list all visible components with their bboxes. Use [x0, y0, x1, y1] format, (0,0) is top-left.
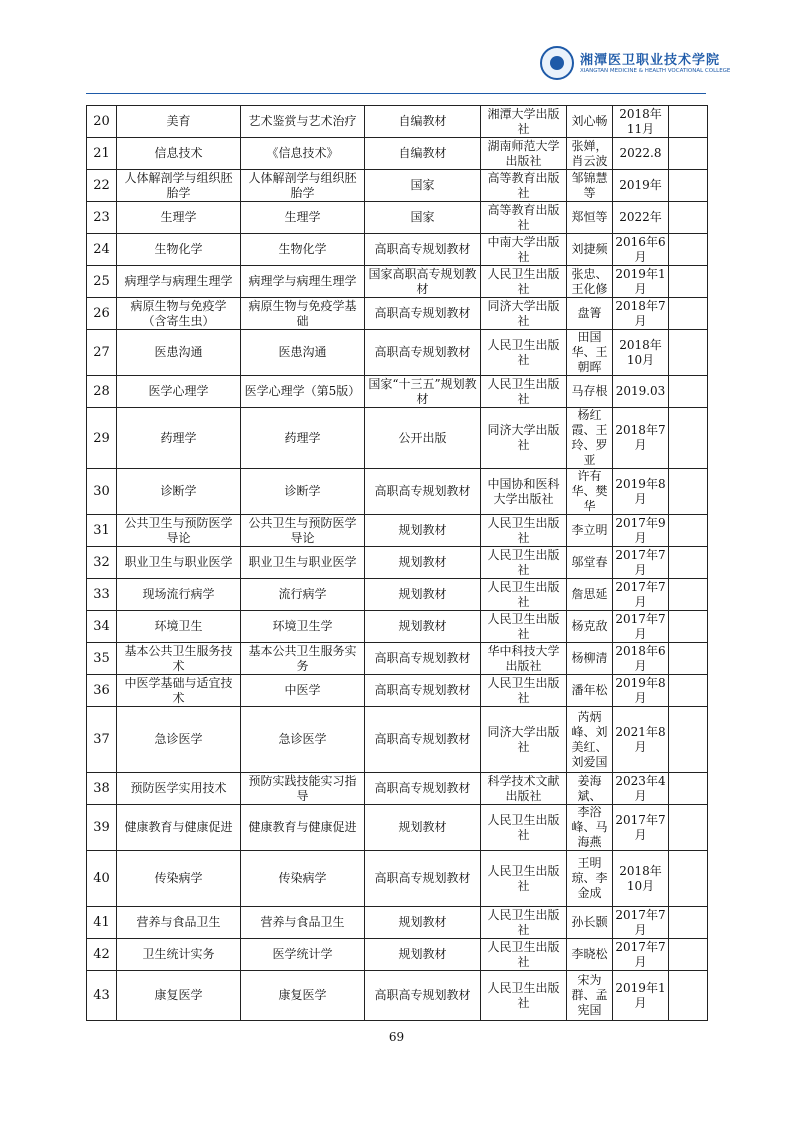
- cell-textbook: 艺术鉴赏与艺术治疗: [241, 106, 365, 138]
- cell-textbook: 病理学与病理生理学: [241, 266, 365, 298]
- textbook-table: [86, 105, 708, 1021]
- table-row: [87, 971, 708, 1021]
- cell-no: 22: [87, 170, 117, 202]
- school-name-en: XIANGTAN MEDICINE & HEALTH VOCATIONAL COLLEGE: [580, 68, 731, 74]
- cell-date: 2018年11月: [613, 106, 669, 138]
- cell-date: 2019年8月: [613, 675, 669, 707]
- cell-course: 生物化学: [117, 234, 241, 266]
- cell-course: 病理学与病理生理学: [117, 266, 241, 298]
- cell-publisher: 人民卫生出版社: [481, 971, 567, 1021]
- cell-course: 人体解剖学与组织胚胎学: [117, 170, 241, 202]
- cell-no: 27: [87, 330, 117, 376]
- table-row: [87, 611, 708, 643]
- cell-publisher: 中南大学出版社: [481, 234, 567, 266]
- cell-blank: [669, 138, 708, 170]
- cell-textbook: 公共卫生与预防医学导论: [241, 515, 365, 547]
- cell-textbook: 环境卫生学: [241, 611, 365, 643]
- cell-textbook: 《信息技术》: [241, 138, 365, 170]
- cell-date: 2018年6月: [613, 643, 669, 675]
- cell-publisher: 人民卫生出版社: [481, 939, 567, 971]
- cell-date: 2018年7月: [613, 408, 669, 469]
- cell-date: 2022年: [613, 202, 669, 234]
- cell-publisher: 华中科技大学出版社: [481, 643, 567, 675]
- table-row: [87, 138, 708, 170]
- cell-type: 规划教材: [365, 579, 481, 611]
- cell-type: 自编教材: [365, 138, 481, 170]
- table-row: [87, 106, 708, 138]
- cell-blank: [669, 707, 708, 773]
- cell-type: 高职高专规划教材: [365, 330, 481, 376]
- cell-publisher: 高等教育出版社: [481, 202, 567, 234]
- cell-course: 营养与食品卫生: [117, 907, 241, 939]
- cell-blank: [669, 547, 708, 579]
- cell-course: 康复医学: [117, 971, 241, 1021]
- cell-editor: 盘箐: [567, 298, 613, 330]
- cell-no: 37: [87, 707, 117, 773]
- cell-no: 26: [87, 298, 117, 330]
- cell-publisher: 同济大学出版社: [481, 298, 567, 330]
- cell-no: 29: [87, 408, 117, 469]
- cell-course: 美育: [117, 106, 241, 138]
- cell-type: 高职高专规划教材: [365, 971, 481, 1021]
- cell-publisher: 湘潭大学出版社: [481, 106, 567, 138]
- cell-textbook: 中医学: [241, 675, 365, 707]
- cell-editor: 李立明: [567, 515, 613, 547]
- table-row: [87, 675, 708, 707]
- cell-type: 高职高专规划教材: [365, 707, 481, 773]
- cell-course: 预防医学实用技术: [117, 773, 241, 805]
- cell-textbook: 急诊医学: [241, 707, 365, 773]
- cell-course: 诊断学: [117, 469, 241, 515]
- table-row: [87, 939, 708, 971]
- cell-course: 医患沟通: [117, 330, 241, 376]
- cell-publisher: 人民卫生出版社: [481, 907, 567, 939]
- cell-course: 健康教育与健康促进: [117, 805, 241, 851]
- cell-publisher: 同济大学出版社: [481, 707, 567, 773]
- cell-editor: 杨克敌: [567, 611, 613, 643]
- cell-type: 公开出版: [365, 408, 481, 469]
- cell-publisher: 人民卫生出版社: [481, 675, 567, 707]
- cell-no: 33: [87, 579, 117, 611]
- table-row: [87, 643, 708, 675]
- cell-no: 30: [87, 469, 117, 515]
- cell-textbook: 生物化学: [241, 234, 365, 266]
- cell-date: 2019年: [613, 170, 669, 202]
- cell-date: 2017年7月: [613, 579, 669, 611]
- cell-publisher: 人民卫生出版社: [481, 266, 567, 298]
- cell-course: 现场流行病学: [117, 579, 241, 611]
- cell-no: 28: [87, 376, 117, 408]
- cell-textbook: 诊断学: [241, 469, 365, 515]
- cell-textbook: 人体解剖学与组织胚胎学: [241, 170, 365, 202]
- cell-date: 2016年6月: [613, 234, 669, 266]
- cell-no: 25: [87, 266, 117, 298]
- table-row: [87, 170, 708, 202]
- cell-publisher: 人民卫生出版社: [481, 547, 567, 579]
- cell-date: 2021年8月: [613, 707, 669, 773]
- cell-no: 32: [87, 547, 117, 579]
- cell-blank: [669, 330, 708, 376]
- cell-blank: [669, 202, 708, 234]
- cell-no: 23: [87, 202, 117, 234]
- cell-blank: [669, 773, 708, 805]
- cell-publisher: 高等教育出版社: [481, 170, 567, 202]
- cell-blank: [669, 234, 708, 266]
- cell-type: 高职高专规划教材: [365, 851, 481, 907]
- cell-type: 高职高专规划教材: [365, 298, 481, 330]
- cell-date: 2017年7月: [613, 939, 669, 971]
- cell-type: 规划教材: [365, 907, 481, 939]
- cell-date: 2017年7月: [613, 805, 669, 851]
- cell-course: 急诊医学: [117, 707, 241, 773]
- cell-no: 31: [87, 515, 117, 547]
- cell-type: 高职高专规划教材: [365, 773, 481, 805]
- cell-publisher: 人民卫生出版社: [481, 515, 567, 547]
- cell-course: 医学心理学: [117, 376, 241, 408]
- cell-date: 2017年9月: [613, 515, 669, 547]
- cell-editor: 杨红霞、王玲、罗亚: [567, 408, 613, 469]
- cell-course: 信息技术: [117, 138, 241, 170]
- cell-date: 2019年1月: [613, 266, 669, 298]
- cell-publisher: 人民卫生出版社: [481, 376, 567, 408]
- cell-textbook: 药理学: [241, 408, 365, 469]
- cell-editor: 李晓松: [567, 939, 613, 971]
- cell-editor: 张忠、王化修: [567, 266, 613, 298]
- cell-publisher: 同济大学出版社: [481, 408, 567, 469]
- header-divider: [86, 93, 706, 94]
- cell-editor: 潘年松: [567, 675, 613, 707]
- cell-editor: 田国华、王朝晖: [567, 330, 613, 376]
- cell-course: 病原生物与免疫学（含寄生虫）: [117, 298, 241, 330]
- cell-editor: 詹思延: [567, 579, 613, 611]
- cell-blank: [669, 408, 708, 469]
- cell-editor: 杨柳清: [567, 643, 613, 675]
- cell-date: 2017年7月: [613, 611, 669, 643]
- cell-course: 药理学: [117, 408, 241, 469]
- cell-editor: 马存根: [567, 376, 613, 408]
- cell-course: 生理学: [117, 202, 241, 234]
- cell-no: 43: [87, 971, 117, 1021]
- page-number: 69: [388, 1030, 405, 1044]
- cell-type: 规划教材: [365, 939, 481, 971]
- cell-blank: [669, 851, 708, 907]
- table-row: [87, 515, 708, 547]
- cell-type: 国家: [365, 202, 481, 234]
- cell-course: 环境卫生: [117, 611, 241, 643]
- cell-type: 国家: [365, 170, 481, 202]
- cell-blank: [669, 266, 708, 298]
- cell-textbook: 康复医学: [241, 971, 365, 1021]
- cell-publisher: 湖南师范大学出版社: [481, 138, 567, 170]
- cell-editor: 芮炳峰、刘美红、刘爱国: [567, 707, 613, 773]
- cell-type: 高职高专规划教材: [365, 643, 481, 675]
- cell-type: 规划教材: [365, 547, 481, 579]
- cell-date: 2017年7月: [613, 907, 669, 939]
- school-logo-icon: [540, 46, 574, 80]
- table-row: [87, 547, 708, 579]
- cell-textbook: 传染病学: [241, 851, 365, 907]
- cell-course: 公共卫生与预防医学导论: [117, 515, 241, 547]
- cell-course: 卫生统计实务: [117, 939, 241, 971]
- table-row: [87, 376, 708, 408]
- cell-publisher: 人民卫生出版社: [481, 330, 567, 376]
- cell-blank: [669, 376, 708, 408]
- cell-editor: 许有华、樊华: [567, 469, 613, 515]
- cell-textbook: 流行病学: [241, 579, 365, 611]
- cell-publisher: 人民卫生出版社: [481, 611, 567, 643]
- cell-editor: 姜海斌、: [567, 773, 613, 805]
- table-row: [87, 202, 708, 234]
- cell-textbook: 医学统计学: [241, 939, 365, 971]
- cell-blank: [669, 971, 708, 1021]
- cell-blank: [669, 579, 708, 611]
- cell-publisher: 科学技术文献出版社: [481, 773, 567, 805]
- cell-editor: 刘捷频: [567, 234, 613, 266]
- table-row: [87, 234, 708, 266]
- cell-editor: 王明琼、李金成: [567, 851, 613, 907]
- table-row: [87, 408, 708, 469]
- cell-blank: [669, 106, 708, 138]
- cell-date: 2019年1月: [613, 971, 669, 1021]
- cell-blank: [669, 675, 708, 707]
- cell-course: 职业卫生与职业医学: [117, 547, 241, 579]
- cell-textbook: 医患沟通: [241, 330, 365, 376]
- cell-textbook: 健康教育与健康促进: [241, 805, 365, 851]
- cell-no: 20: [87, 106, 117, 138]
- cell-textbook: 营养与食品卫生: [241, 907, 365, 939]
- cell-blank: [669, 611, 708, 643]
- table-row: [87, 773, 708, 805]
- cell-type: 高职高专规划教材: [365, 234, 481, 266]
- cell-course: 中医学基础与适宜技术: [117, 675, 241, 707]
- table-row: [87, 707, 708, 773]
- cell-no: 38: [87, 773, 117, 805]
- cell-blank: [669, 907, 708, 939]
- cell-publisher: 人民卫生出版社: [481, 851, 567, 907]
- cell-type: 高职高专规划教材: [365, 675, 481, 707]
- cell-no: 42: [87, 939, 117, 971]
- cell-type: 自编教材: [365, 106, 481, 138]
- table-row: [87, 298, 708, 330]
- cell-type: 规划教材: [365, 805, 481, 851]
- table-row: [87, 805, 708, 851]
- cell-editor: 邬堂春: [567, 547, 613, 579]
- cell-publisher: 人民卫生出版社: [481, 579, 567, 611]
- cell-editor: 郑恒等: [567, 202, 613, 234]
- cell-type: 国家“十三五”规划教材: [365, 376, 481, 408]
- cell-date: 2019年8月: [613, 469, 669, 515]
- cell-blank: [669, 515, 708, 547]
- cell-course: 基本公共卫生服务技术: [117, 643, 241, 675]
- school-name-cn: 湘潭医卫职业技术学院: [580, 53, 721, 68]
- cell-type: 规划教材: [365, 515, 481, 547]
- table-row: [87, 266, 708, 298]
- cell-textbook: 医学心理学（第5版）: [241, 376, 365, 408]
- cell-textbook: 预防实践技能实习指导: [241, 773, 365, 805]
- table-row: [87, 330, 708, 376]
- cell-date: 2019.03: [613, 376, 669, 408]
- cell-course: 传染病学: [117, 851, 241, 907]
- cell-no: 35: [87, 643, 117, 675]
- table-row: [87, 851, 708, 907]
- cell-date: 2017年7月: [613, 547, 669, 579]
- cell-no: 34: [87, 611, 117, 643]
- cell-textbook: 病原生物与免疫学基础: [241, 298, 365, 330]
- cell-date: 2022.8: [613, 138, 669, 170]
- cell-editor: 刘心畅: [567, 106, 613, 138]
- table-row: [87, 469, 708, 515]
- cell-blank: [669, 170, 708, 202]
- cell-type: 高职高专规划教材: [365, 469, 481, 515]
- cell-editor: 孙长颢: [567, 907, 613, 939]
- cell-textbook: 生理学: [241, 202, 365, 234]
- cell-no: 21: [87, 138, 117, 170]
- cell-no: 40: [87, 851, 117, 907]
- cell-blank: [669, 643, 708, 675]
- table-row: [87, 579, 708, 611]
- cell-textbook: 职业卫生与职业医学: [241, 547, 365, 579]
- cell-blank: [669, 939, 708, 971]
- cell-type: 国家高职高专规划教材: [365, 266, 481, 298]
- cell-blank: [669, 298, 708, 330]
- cell-date: 2023年4月: [613, 773, 669, 805]
- cell-no: 41: [87, 907, 117, 939]
- cell-editor: 邹锦慧等: [567, 170, 613, 202]
- cell-type: 规划教材: [365, 611, 481, 643]
- cell-date: 2018年7月: [613, 298, 669, 330]
- page-header: [540, 44, 780, 84]
- cell-textbook: 基本公共卫生服务实务: [241, 643, 365, 675]
- table-row: [87, 907, 708, 939]
- cell-no: 39: [87, 805, 117, 851]
- cell-editor: 李浴峰、马海燕: [567, 805, 613, 851]
- cell-date: 2018年10月: [613, 851, 669, 907]
- cell-blank: [669, 469, 708, 515]
- cell-editor: 张婵，肖云波: [567, 138, 613, 170]
- cell-blank: [669, 805, 708, 851]
- cell-editor: 宋为群、孟宪国: [567, 971, 613, 1021]
- cell-publisher: 中国协和医科大学出版社: [481, 469, 567, 515]
- cell-no: 36: [87, 675, 117, 707]
- cell-publisher: 人民卫生出版社: [481, 805, 567, 851]
- cell-no: 24: [87, 234, 117, 266]
- cell-date: 2018年10月: [613, 330, 669, 376]
